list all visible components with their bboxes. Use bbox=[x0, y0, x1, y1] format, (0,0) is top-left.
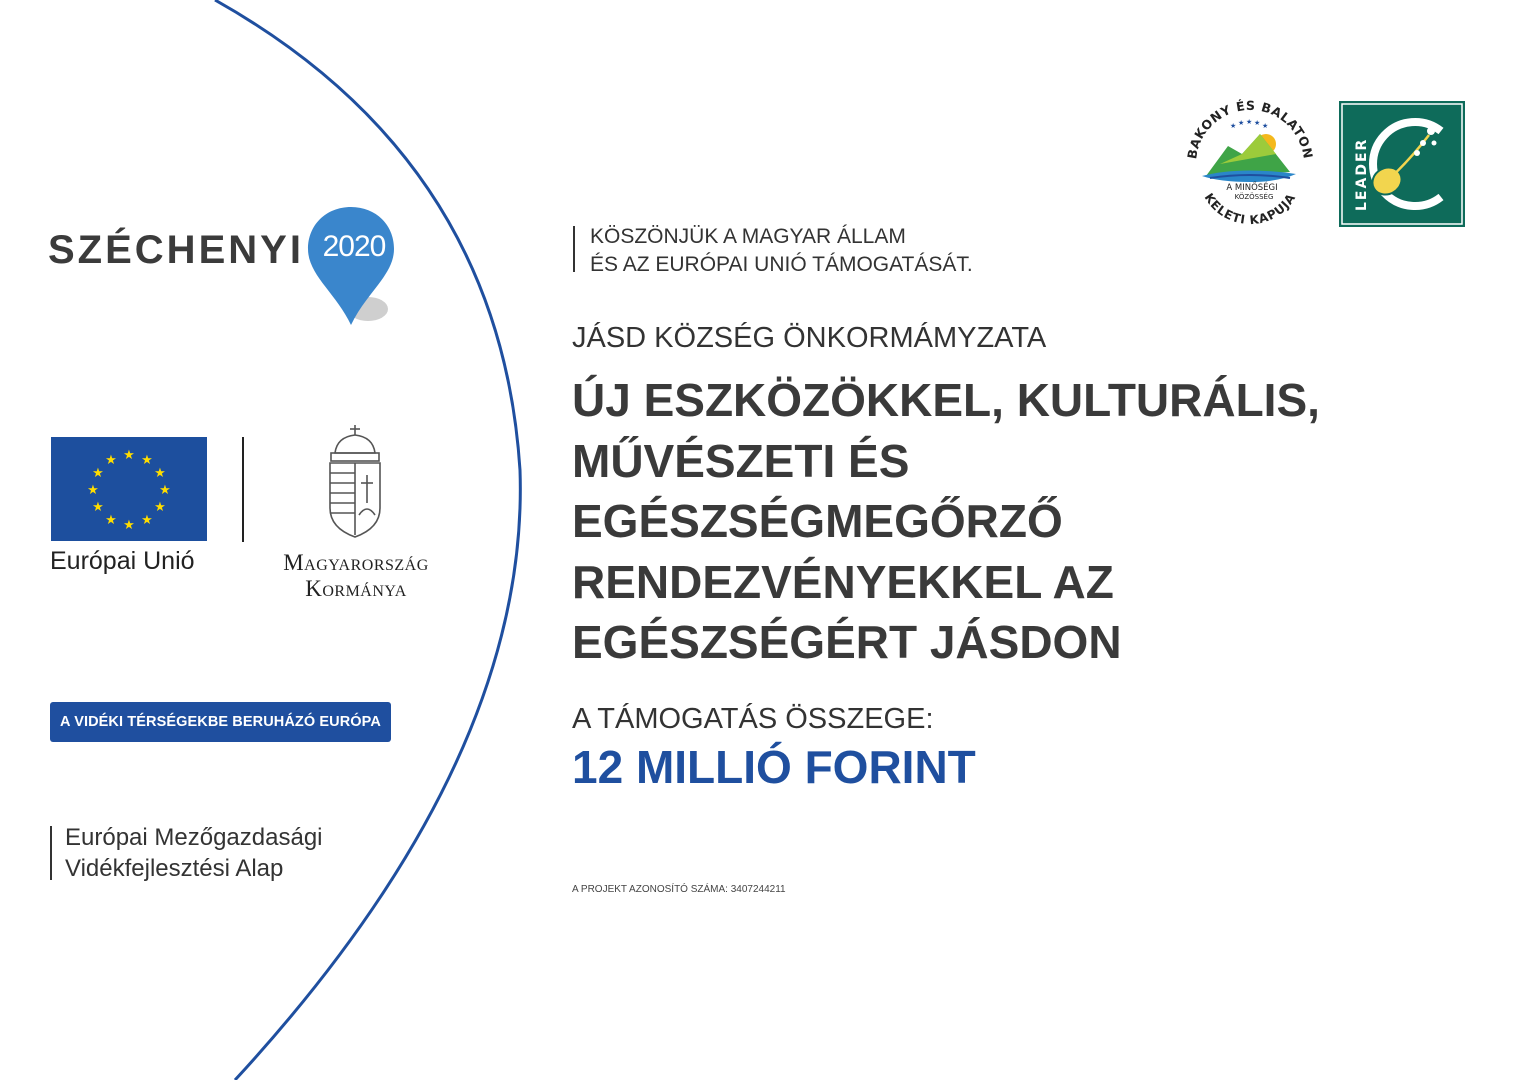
svg-text:★: ★ bbox=[1238, 119, 1245, 127]
svg-text:★: ★ bbox=[105, 513, 117, 528]
eu-flag bbox=[51, 437, 207, 541]
divider bbox=[50, 826, 52, 880]
government-label-line2: Kormánya bbox=[305, 576, 407, 601]
svg-text:★: ★ bbox=[1262, 122, 1269, 130]
bakony-inner-line1: A MINŐSÉGI bbox=[1226, 183, 1278, 193]
bakony-arc-text: BAKONY ÉS BALATON bbox=[1184, 97, 1316, 161]
project-title-line: EGÉSZSÉGMEGŐRZŐ bbox=[572, 495, 1063, 547]
svg-text:★: ★ bbox=[159, 483, 171, 498]
beneficiary-name: JÁSD KÖZSÉG ÖNKORMÁMYZATA bbox=[572, 322, 1047, 354]
svg-text:★: ★ bbox=[154, 466, 166, 481]
svg-text:★: ★ bbox=[87, 483, 99, 498]
thanks-text bbox=[590, 223, 973, 279]
fund-label bbox=[65, 822, 323, 884]
project-id: A PROJEKT AZONOSÍTÓ SZÁMA: 3407244211 bbox=[572, 884, 786, 895]
svg-text:★: ★ bbox=[123, 518, 135, 533]
bakony-inner-line2: KÖZÖSSÉG bbox=[1234, 193, 1274, 201]
svg-text:★: ★ bbox=[1254, 119, 1261, 127]
divider bbox=[242, 437, 244, 542]
svg-text:★: ★ bbox=[123, 448, 135, 463]
eu-stars-icon bbox=[51, 437, 207, 541]
hungarian-coat-of-arms-icon bbox=[325, 423, 385, 541]
svg-text:★: ★ bbox=[1230, 122, 1237, 130]
thanks-line2: ÉS AZ EURÓPAI UNIÓ TÁMOGATÁSÁT. bbox=[590, 253, 973, 276]
svg-text:★: ★ bbox=[154, 500, 166, 515]
support-label: A TÁMOGATÁS ÖSSZEGE: bbox=[572, 703, 934, 735]
svg-text:★: ★ bbox=[141, 513, 153, 528]
svg-text:★: ★ bbox=[141, 453, 153, 468]
svg-text:★: ★ bbox=[92, 500, 104, 515]
szechenyi-wordmark: SZÉCHENYI bbox=[48, 228, 304, 272]
svg-text:★: ★ bbox=[105, 453, 117, 468]
stars-icon bbox=[1230, 118, 1268, 130]
szechenyi-pin-icon bbox=[306, 205, 402, 329]
svg-text:★: ★ bbox=[1246, 118, 1253, 126]
project-title-line: MŰVÉSZETI ÉS bbox=[572, 434, 910, 487]
project-title-line: ÚJ ESZKÖZÖKKEL, KULTURÁLIS, bbox=[572, 374, 1320, 426]
support-amount: 12 MILLIÓ FORINT bbox=[572, 741, 976, 793]
eu-label: Európai Unió bbox=[50, 547, 195, 575]
project-title-line: EGÉSZSÉGÉRT JÁSDON bbox=[572, 616, 1122, 668]
thanks-line1: KÖSZÖNJÜK A MAGYAR ÁLLAM bbox=[590, 225, 906, 248]
project-title bbox=[572, 370, 1472, 673]
leader-text: LEADER bbox=[1354, 137, 1370, 211]
government-label bbox=[256, 550, 456, 602]
divider bbox=[573, 226, 575, 272]
fund-label-line2: Vidékfejlesztési Alap bbox=[65, 855, 284, 882]
bakony-bottom-text: KELETI KAPUJA bbox=[1201, 190, 1299, 228]
rural-europe-banner: A VIDÉKI TÉRSÉGEKBE BERUHÁZÓ EURÓPA bbox=[50, 702, 391, 742]
svg-text:★: ★ bbox=[92, 466, 104, 481]
bakony-balaton-logo bbox=[1180, 92, 1320, 234]
project-title-line: RENDEZVÉNYEKKEL AZ bbox=[572, 555, 1114, 608]
szechenyi-year: 2020 bbox=[322, 230, 386, 263]
fund-label-line1: Európai Mezőgazdasági bbox=[65, 824, 323, 851]
leader-logo bbox=[1339, 101, 1465, 227]
government-label-line1: Magyarország bbox=[283, 550, 429, 575]
